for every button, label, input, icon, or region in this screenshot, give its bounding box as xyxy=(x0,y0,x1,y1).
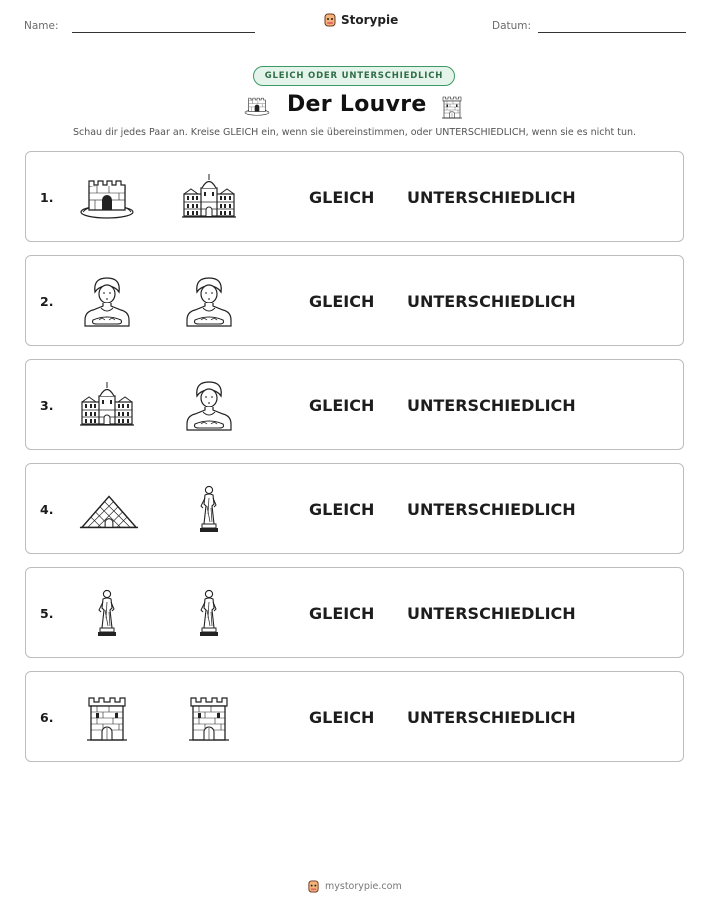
option-unterschiedlich[interactable]: UNTERSCHIEDLICH xyxy=(407,604,576,623)
option-gleich[interactable]: GLEICH xyxy=(309,188,375,207)
question-number: 1. xyxy=(40,190,54,205)
brand-name: Storypie xyxy=(341,13,399,27)
portrait-woman-icon xyxy=(79,276,135,328)
statue-icon xyxy=(79,588,135,640)
title-row xyxy=(0,92,709,122)
name-label: Name: xyxy=(24,20,59,32)
castle-on-island-icon xyxy=(243,94,271,118)
storypie-mascot-icon xyxy=(323,13,337,27)
palace-icon xyxy=(181,172,237,224)
option-unterschiedlich[interactable]: UNTERSCHIEDLICH xyxy=(407,292,576,311)
instructions: Schau dir jedes Paar an. Kreise GLEICH ein, wenn sie übereinstimmen, oder UNTERSCHIEDLICH, wenn sie es nicht tun. xyxy=(72,127,637,138)
footer xyxy=(307,880,402,893)
storypie-mascot-icon xyxy=(307,880,320,893)
stone-tower-icon xyxy=(438,94,466,120)
portrait-woman-icon xyxy=(181,276,237,328)
question-row-2 xyxy=(25,255,684,346)
question-number: 6. xyxy=(40,710,54,725)
option-gleich[interactable]: GLEICH xyxy=(309,604,375,623)
option-unterschiedlich[interactable]: UNTERSCHIEDLICH xyxy=(407,396,576,415)
question-row-4 xyxy=(25,463,684,554)
question-row-5 xyxy=(25,567,684,658)
option-unterschiedlich[interactable]: UNTERSCHIEDLICH xyxy=(407,708,576,727)
statue-icon xyxy=(181,588,237,640)
option-unterschiedlich[interactable]: UNTERSCHIEDLICH xyxy=(407,188,576,207)
footer-url[interactable]: mystorypie.com xyxy=(325,881,402,892)
name-field[interactable] xyxy=(72,32,255,33)
question-number: 5. xyxy=(40,606,54,621)
statue-icon xyxy=(181,484,237,536)
question-number: 4. xyxy=(40,502,54,517)
question-row-1 xyxy=(25,151,684,242)
worksheet-type-badge: GLEICH ODER UNTERSCHIEDLICH xyxy=(253,66,455,86)
question-row-3 xyxy=(25,359,684,450)
date-label: Datum: xyxy=(492,20,532,32)
option-gleich[interactable]: GLEICH xyxy=(309,708,375,727)
brand-logo xyxy=(323,13,398,27)
option-gleich[interactable]: GLEICH xyxy=(309,396,375,415)
portrait-woman-icon xyxy=(181,380,237,432)
page-title: Der Louvre xyxy=(287,92,427,117)
question-row-6 xyxy=(25,671,684,762)
question-number: 3. xyxy=(40,398,54,413)
option-gleich[interactable]: GLEICH xyxy=(309,292,375,311)
glass-pyramid-icon xyxy=(78,484,140,536)
option-gleich[interactable]: GLEICH xyxy=(309,500,375,519)
option-unterschiedlich[interactable]: UNTERSCHIEDLICH xyxy=(407,500,576,519)
question-number: 2. xyxy=(40,294,54,309)
stone-tower-icon xyxy=(79,692,135,744)
date-field[interactable] xyxy=(538,32,686,33)
stone-tower-icon xyxy=(181,692,237,744)
palace-icon xyxy=(79,380,135,432)
castle-on-island-icon xyxy=(79,172,135,224)
